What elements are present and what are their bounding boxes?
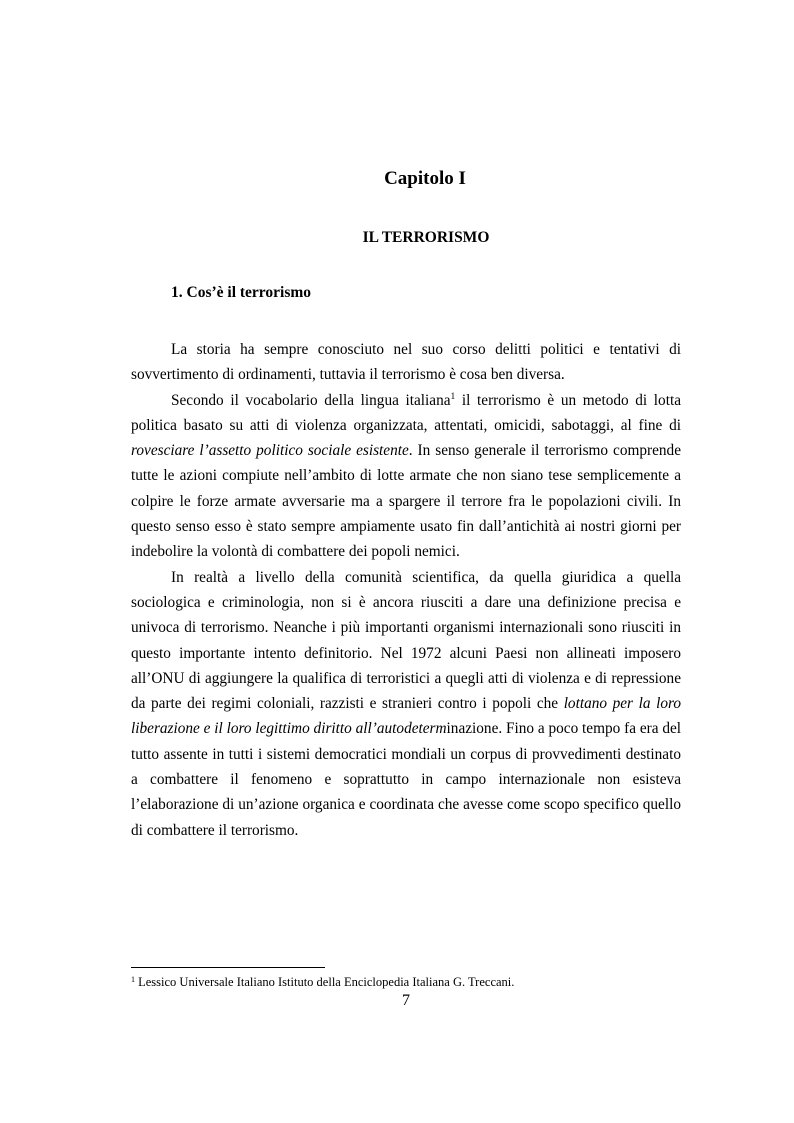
paragraph-2: [131, 388, 681, 565]
body-text: [131, 337, 681, 843]
paragraph-1: [131, 337, 681, 388]
footnote-text: Lessico Universale Italiano Istituto della Enciclopedia Italiana G. Treccani.: [135, 975, 515, 989]
paragraph-2-text-b: il terrorismo è un metodo di lotta politica basato su atti di violenza organizzata, attentati, omicidi, sabotaggi, al fine di: [131, 391, 681, 434]
section-heading: 1. Cos’è il terrorismo: [171, 284, 312, 301]
paragraph-3: [131, 565, 681, 843]
footnote-reference: 1: [450, 391, 456, 402]
chapter-title: Capitolo I: [384, 168, 466, 189]
footnote-separator: [131, 967, 325, 968]
footnote-marker: 1: [131, 975, 135, 984]
paragraph-2-italic: rovesciare l’assetto politico sociale esistente: [131, 442, 409, 460]
page-number: 7: [402, 992, 410, 1009]
chapter-subtitle: IL TERRORISMO: [362, 229, 490, 246]
paragraph-3-text-b: inazione. Fino a poco tempo fa era del tutto assente in tutti i sistemi democratici mondiali un corpus di provvedimenti destinato a combattere il fenomeno e soprattutto in campo internazionale non esisteva l’elaborazione di un’azione organica e coordinata che avesse come scopo specifico quello di combattere il terrorismo.: [131, 720, 682, 839]
paragraph-1-text: La storia ha sempre conosciuto nel suo corso delitti politici e tentativi di sovvertimento di ordinamenti, tuttavia il terrorismo è cosa ben diversa.: [131, 341, 681, 384]
paragraph-3-text-a: In realtà a livello della comunità scientifica, da quella giuridica a quella sociologica e criminologia, non si è ancora riusciti a dare una definizione precisa e univoca di terrorismo. Neanche i più importanti organismi internazionali sono riusciti in questo importante intento definitorio. Nel 1972 alcuni Paesi non allineati imposero all’ONU di aggiungere la qualifica di terroristici a quegli atti di violenza e di repressione da parte dei regimi coloniali, razzisti e stranieri contro i popoli che: [131, 568, 681, 713]
paragraph-2-text-a: Secondo il vocabolario della lingua italiana: [171, 391, 451, 409]
paragraph-2-text-c: . In senso generale il terrorismo comprende tutte le azioni compiute nell’ambito di lotte armate che non siano tese semplicemente a colpire le forze armate avversarie ma a spargere il terrore fra le popolazioni civili. In questo senso esso è stato sempre ampiamente usato fin dall’antichità ai nostri giorni per indebolire la volontà di combattere dei popoli nemici.: [131, 442, 681, 561]
paragraph-3-italic: lottano per la loro liberazione e il loro legittimo diritto all’autodeterm: [131, 695, 681, 738]
footnote: [131, 974, 691, 990]
